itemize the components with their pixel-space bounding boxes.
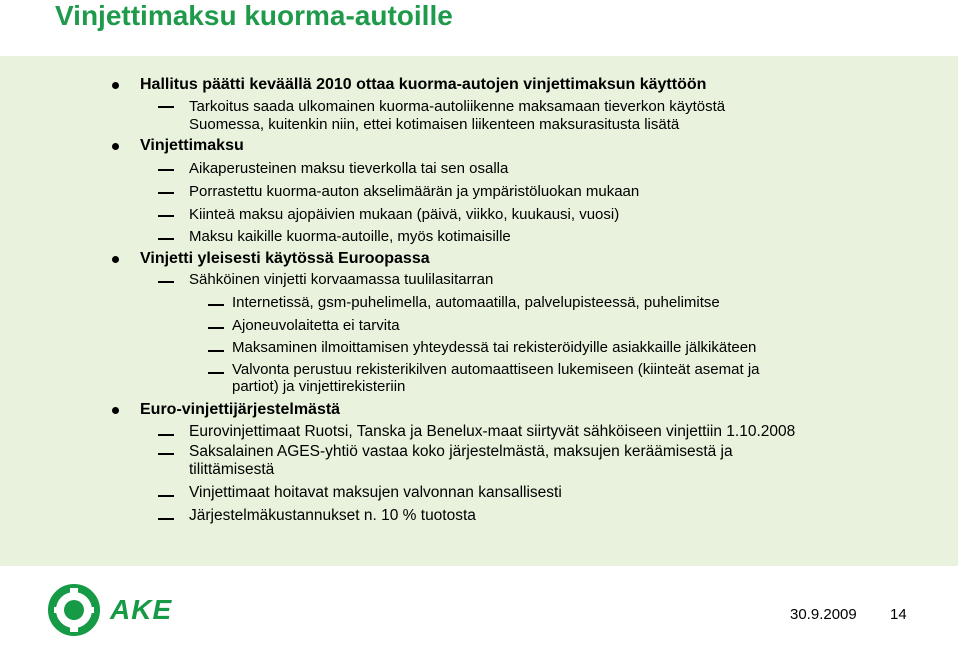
slide-title: Vinjettimaksu kuorma-autoille [55, 0, 453, 31]
list-item: Porrastettu kuorma-auton akselimäärän ja ympäristöluokan mukaan [189, 183, 640, 200]
list-item: Vinjetti yleisesti käytössä Euroopassa [140, 250, 430, 267]
list-item: Kiinteä maksu ajopäivien mukaan (päivä, viikko, kuukausi, vuosi) [189, 206, 620, 223]
list-item: Saksalainen AGES-yhtiö vastaa koko järjestelmästä, maksujen keräämisestä ja [189, 443, 733, 460]
list-item: Sähköinen vinjetti korvaamassa tuulilasitarran [189, 271, 494, 288]
dash-icon [158, 169, 174, 171]
list-item: Maksaminen ilmoittamisen yhteydessä tai rekisteröidyille asiakkaille jälkikäteen [232, 339, 757, 356]
list-item: Tarkoitus saada ulkomainen kuorma-autoliikenne maksamaan tieverkon käytöstä [189, 98, 726, 115]
list-item: Vinjettimaat hoitavat maksujen valvonnan kansallisesti [189, 484, 562, 501]
dash-icon [158, 518, 174, 520]
list-item-continuation: tilittämisestä [189, 461, 275, 478]
ake-logo [48, 582, 198, 643]
list-item: Aikaperusteinen maksu tieverkolla tai sen osalla [189, 160, 509, 177]
list-item: Eurovinjettimaat Ruotsi, Tanska ja Benelux-maat siirtyvät sähköiseen vinjettiin 1.10.2008 [189, 423, 796, 440]
bullet-icon [112, 256, 119, 263]
dash-icon [158, 453, 174, 455]
footer-date: 30.9.2009 [790, 606, 857, 623]
list-item-continuation: Suomessa, kuitenkin niin, ettei kotimaisen liikenteen maksurasitusta lisätä [189, 116, 680, 133]
dash-icon [208, 327, 224, 329]
dash-icon [208, 304, 224, 306]
dash-icon [158, 434, 174, 436]
bullet-icon [112, 143, 119, 150]
list-item: Internetissä, gsm-puhelimella, automaatilla, palvelupisteessä, puhelimitse [232, 294, 720, 311]
list-item: Valvonta perustuu rekisterikilven automaattiseen lukemiseen (kiinteät asemat ja [232, 361, 760, 378]
list-item: Ajoneuvolaitetta ei tarvita [232, 317, 400, 334]
dash-icon [158, 106, 174, 108]
dash-icon [158, 238, 174, 240]
list-item: Euro-vinjettijärjestelmästä [140, 401, 341, 418]
dash-icon [208, 350, 224, 352]
dash-icon [158, 281, 174, 283]
dash-icon [158, 495, 174, 497]
dash-icon [158, 215, 174, 217]
bullet-icon [112, 407, 119, 414]
dash-icon [208, 372, 224, 374]
list-item-continuation: partiot) ja vinjettirekisteriin [232, 378, 406, 395]
list-item: Järjestelmäkustannukset n. 10 % tuotosta [189, 507, 476, 524]
list-item: Hallitus päätti keväällä 2010 ottaa kuorma-autojen vinjettimaksun käyttöön [140, 76, 707, 93]
list-item: Vinjettimaksu [140, 137, 244, 154]
logo-text: AKE [110, 594, 173, 625]
content-panel [0, 56, 958, 566]
dash-icon [158, 192, 174, 194]
bullet-icon [112, 82, 119, 89]
page-number: 14 [890, 606, 907, 623]
list-item: Maksu kaikille kuorma-autoille, myös kotimaisille [189, 228, 511, 245]
